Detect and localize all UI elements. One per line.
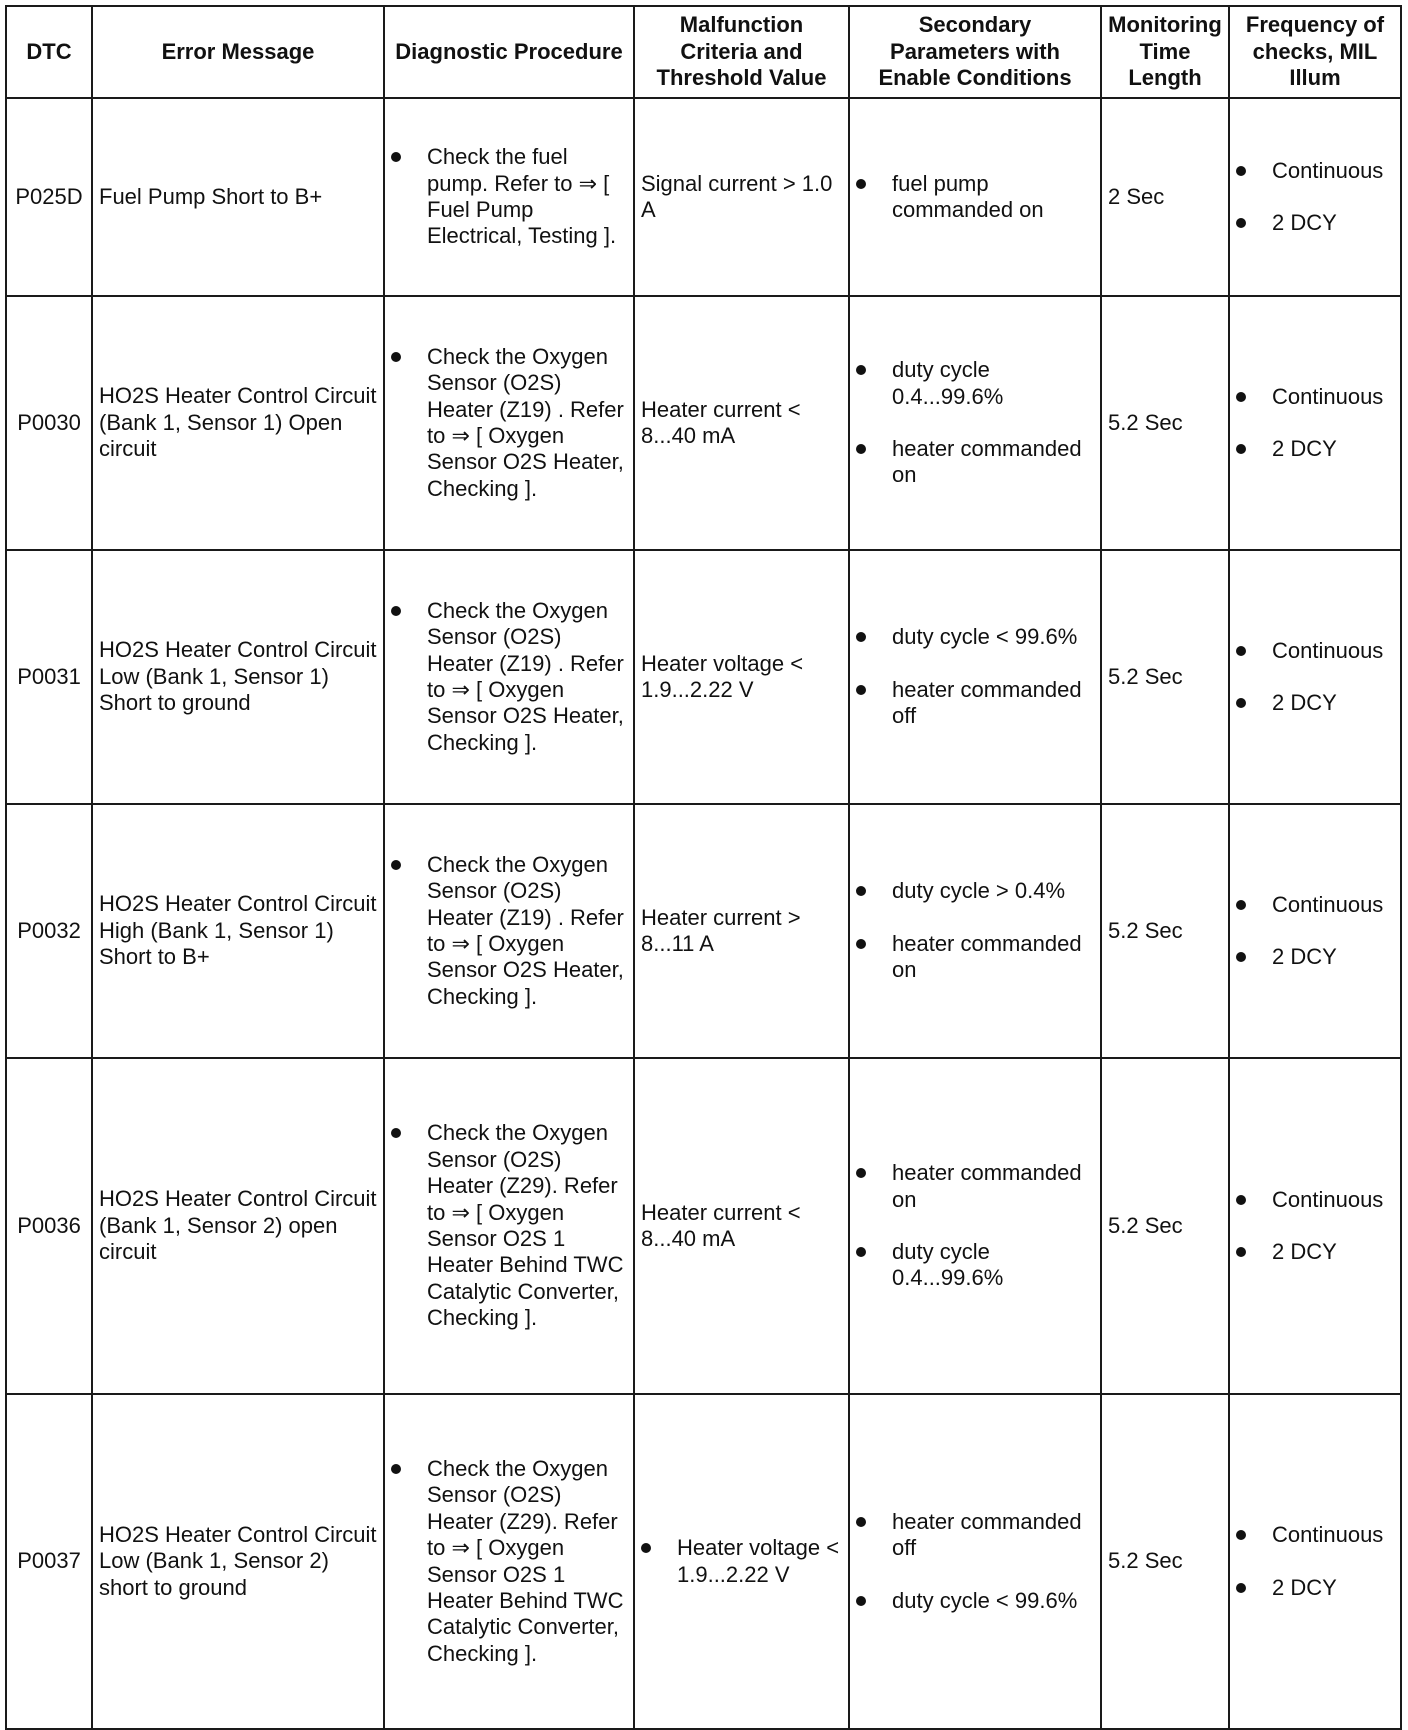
error-message: HO2S Heater Control Circuit (Bank 1, Sensor 1) Open circuit <box>92 296 384 550</box>
monitoring-time: 2 Sec <box>1101 98 1229 296</box>
frequency-item: Continuous <box>1236 158 1394 184</box>
header-error-message: Error Message <box>92 6 384 98</box>
secondary-parameter: heater commanded off <box>856 677 1094 730</box>
malfunction-criteria: Heater voltage < 1.9...2.22 V <box>634 550 849 804</box>
frequency-item: 2 DCY <box>1236 1239 1394 1265</box>
diagnostic-procedure <box>384 550 634 804</box>
header-monitoring-time: Monitoring Time Length <box>1101 6 1229 98</box>
header-dtc: DTC <box>6 6 92 98</box>
error-message: Fuel Pump Short to B+ <box>92 98 384 296</box>
frequency-item: 2 DCY <box>1236 1575 1394 1601</box>
secondary-parameters <box>849 1394 1101 1729</box>
table-row <box>6 550 1401 804</box>
frequency-of-checks <box>1229 296 1401 550</box>
monitoring-time: 5.2 Sec <box>1101 1058 1229 1394</box>
diagnostic-step: Check the fuel pump. Refer to ⇒ [ Fuel Pump Electrical, Testing ]. <box>391 144 627 250</box>
frequency-item: Continuous <box>1236 638 1394 664</box>
secondary-parameters <box>849 1058 1101 1394</box>
table-row <box>6 1394 1401 1729</box>
dtc-code: P0037 <box>6 1394 92 1729</box>
header-frequency: Frequency of checks, MIL Illum <box>1229 6 1401 98</box>
header-diagnostic-procedure: Diagnostic Procedure <box>384 6 634 98</box>
secondary-parameter: heater commanded on <box>856 436 1094 489</box>
diagnostic-step: Check the Oxygen Sensor (O2S) Heater (Z19) . Refer to ⇒ [ Oxygen Sensor O2S Heater, Checking ]. <box>391 852 627 1010</box>
header-row <box>6 6 1401 98</box>
secondary-parameter: duty cycle < 99.6% <box>856 1588 1094 1614</box>
secondary-parameter: duty cycle > 0.4% <box>856 878 1094 904</box>
frequency-item: Continuous <box>1236 384 1394 410</box>
header-malfunction-criteria: Malfunction Criteria and Threshold Value <box>634 6 849 98</box>
monitoring-time: 5.2 Sec <box>1101 296 1229 550</box>
frequency-item: 2 DCY <box>1236 436 1394 462</box>
dtc-code: P0036 <box>6 1058 92 1394</box>
secondary-parameter: heater commanded off <box>856 1509 1094 1562</box>
diagnostic-step: Check the Oxygen Sensor (O2S) Heater (Z19) . Refer to ⇒ [ Oxygen Sensor O2S Heater, Checking ]. <box>391 598 627 756</box>
frequency-item: 2 DCY <box>1236 210 1394 236</box>
frequency-of-checks <box>1229 1394 1401 1729</box>
malfunction-criteria: Signal current > 1.0 A <box>634 98 849 296</box>
error-message: HO2S Heater Control Circuit Low (Bank 1, Sensor 2) short to ground <box>92 1394 384 1729</box>
diagnostic-procedure <box>384 1394 634 1729</box>
monitoring-time: 5.2 Sec <box>1101 1394 1229 1729</box>
frequency-item: Continuous <box>1236 1522 1394 1548</box>
frequency-of-checks <box>1229 550 1401 804</box>
diagnostic-procedure <box>384 804 634 1058</box>
dtc-table <box>5 5 1402 1730</box>
monitoring-time: 5.2 Sec <box>1101 550 1229 804</box>
frequency-item: 2 DCY <box>1236 944 1394 970</box>
dtc-code: P0032 <box>6 804 92 1058</box>
frequency-of-checks <box>1229 1058 1401 1394</box>
frequency-of-checks <box>1229 98 1401 296</box>
dtc-code: P0031 <box>6 550 92 804</box>
diagnostic-procedure <box>384 296 634 550</box>
frequency-item: Continuous <box>1236 1187 1394 1213</box>
dtc-code: P0030 <box>6 296 92 550</box>
diagnostic-procedure <box>384 1058 634 1394</box>
secondary-parameters <box>849 550 1101 804</box>
diagnostic-step: Check the Oxygen Sensor (O2S) Heater (Z29). Refer to ⇒ [ Oxygen Sensor O2S 1 Heater Behind TWC Catalytic Converter, Checking ]. <box>391 1120 627 1331</box>
secondary-parameter: duty cycle 0.4...99.6% <box>856 357 1094 410</box>
secondary-parameter: duty cycle < 99.6% <box>856 624 1094 650</box>
malfunction-criteria <box>634 1394 849 1729</box>
diagnostic-procedure <box>384 98 634 296</box>
table-row <box>6 804 1401 1058</box>
frequency-of-checks <box>1229 804 1401 1058</box>
secondary-parameter: heater commanded on <box>856 931 1094 984</box>
secondary-parameter: heater commanded on <box>856 1160 1094 1213</box>
malfunction-criteria: Heater current < 8...40 mA <box>634 1058 849 1394</box>
dtc-code: P025D <box>6 98 92 296</box>
diagnostic-step: Check the Oxygen Sensor (O2S) Heater (Z19) . Refer to ⇒ [ Oxygen Sensor O2S Heater, Checking ]. <box>391 344 627 502</box>
secondary-parameters <box>849 98 1101 296</box>
table-row <box>6 1058 1401 1394</box>
table-row <box>6 296 1401 550</box>
monitoring-time: 5.2 Sec <box>1101 804 1229 1058</box>
error-message: HO2S Heater Control Circuit High (Bank 1, Sensor 1) Short to B+ <box>92 804 384 1058</box>
malfunction-criteria: Heater current > 8...11 A <box>634 804 849 1058</box>
secondary-parameters <box>849 296 1101 550</box>
malfunction-criteria: Heater current < 8...40 mA <box>634 296 849 550</box>
secondary-parameters <box>849 804 1101 1058</box>
frequency-item: 2 DCY <box>1236 690 1394 716</box>
malfunction-item: Heater voltage < 1.9...2.22 V <box>641 1535 842 1588</box>
error-message: HO2S Heater Control Circuit Low (Bank 1, Sensor 1) Short to ground <box>92 550 384 804</box>
frequency-item: Continuous <box>1236 892 1394 918</box>
secondary-parameter: duty cycle 0.4...99.6% <box>856 1239 1094 1292</box>
secondary-parameter: fuel pump commanded on <box>856 171 1094 224</box>
diagnostic-step: Check the Oxygen Sensor (O2S) Heater (Z29). Refer to ⇒ [ Oxygen Sensor O2S 1 Heater Behind TWC Catalytic Converter, Checking ]. <box>391 1456 627 1667</box>
error-message: HO2S Heater Control Circuit (Bank 1, Sensor 2) open circuit <box>92 1058 384 1394</box>
table-row <box>6 98 1401 296</box>
header-secondary-parameters: Secondary Parameters with Enable Conditions <box>849 6 1101 98</box>
